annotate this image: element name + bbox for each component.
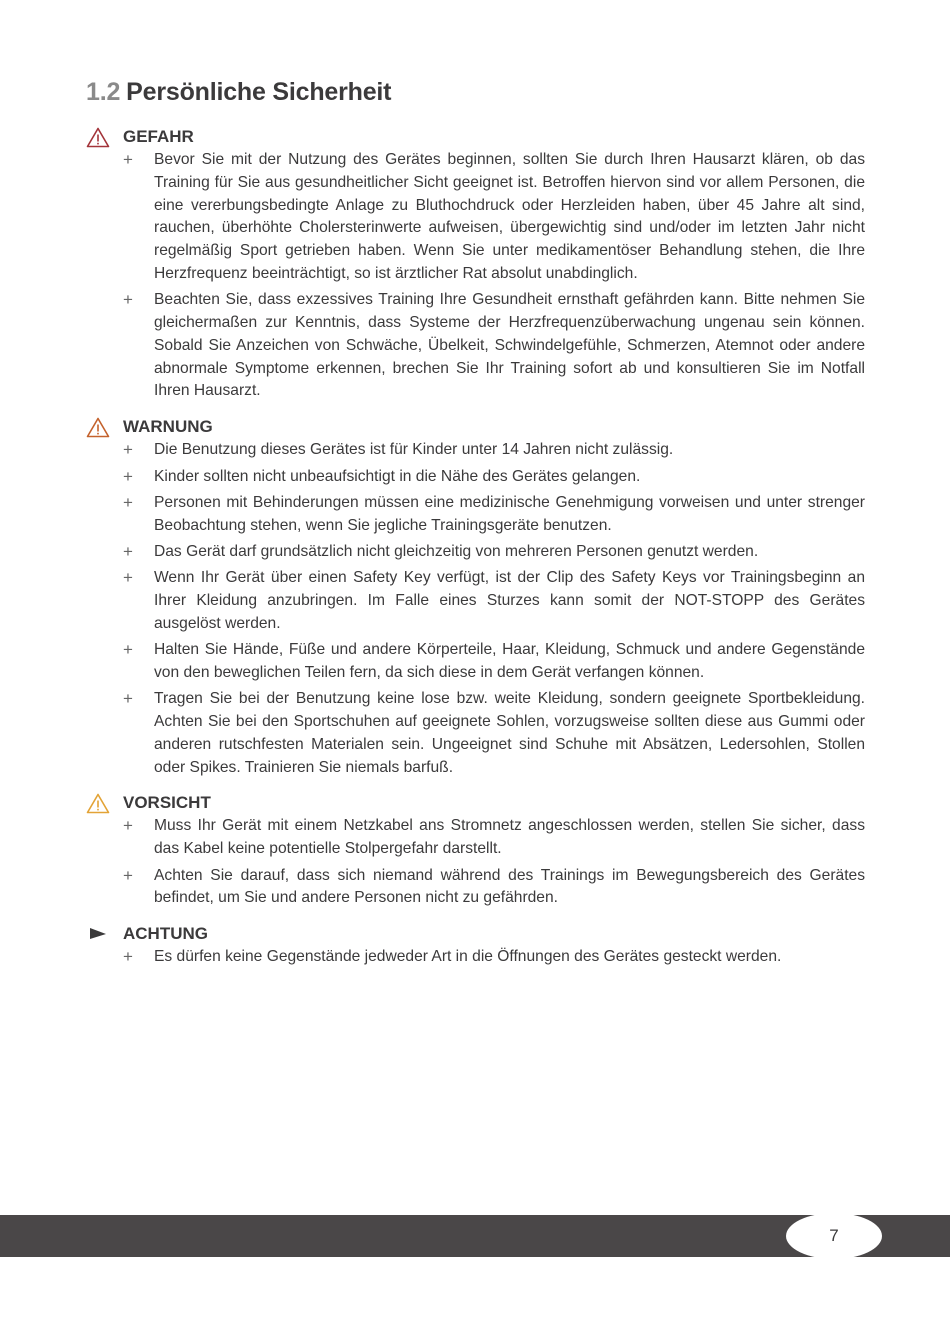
item-list	[86, 946, 865, 969]
item-text: Personen mit Behinderungen müssen eine medizinische Genehmigung vorweisen und unter strenger Beobachtung stehen, wenn Sie jegliche Trainingsgeräte benutzen.	[154, 493, 865, 534]
list-item	[86, 865, 865, 911]
section-gefahr	[86, 125, 865, 403]
list-item	[86, 439, 865, 462]
item-list	[86, 439, 865, 779]
item-text: Halten Sie Hände, Füße und andere Körperteile, Haar, Kleidung, Schmuck und andere Gegenstände von den beweglichen Teilen fern, da sich diese in dem Gerät verfangen können.	[154, 641, 865, 681]
plus-bullet-icon: +	[123, 568, 133, 588]
item-text: Achten Sie darauf, dass sich niemand während des Trainings im Bewegungsbereich des Gerätes befindet, um Sie und andere Personen nicht zu gefährden.	[154, 866, 865, 907]
section-label: VORSICHT	[123, 793, 211, 813]
plus-bullet-icon: +	[123, 492, 133, 512]
item-text: Muss Ihr Gerät mit einem Netzkabel ans Stromnetz angeschlossen werden, stellen Sie sicher, dass das Kabel keine potentielle Stolpergefahr darstellt.	[154, 817, 865, 858]
plus-bullet-icon: +	[123, 816, 133, 836]
flag-arrow-icon	[86, 923, 110, 945]
item-text: Beachten Sie, dass exzessives Training Ihre Gesundheit ernsthaft gefährden kann. Bitte nehmen Sie gleichermaßen zur Kenntnis, dass Systeme der Herzfrequenzüberwachung ungenau sein können. Sobald Sie Anzeichen von Schwäche, Übelkeit, Schwindelgefühle, Schmerzen, Atemnot oder andere abnormale Symptome erkennen, brechen Sie Ihr Training sofort ab und konsultieren Sie im Notfall Ihren Hausarzt.	[154, 291, 865, 400]
item-text: Kinder sollten nicht unbeaufsichtigt in die Nähe des Gerätes gelangen.	[154, 467, 641, 485]
section-header	[86, 922, 865, 946]
list-item	[86, 567, 865, 635]
section-label: ACHTUNG	[123, 924, 208, 944]
section-vorsicht	[86, 791, 865, 910]
list-item	[86, 946, 865, 969]
list-item	[86, 149, 865, 286]
plus-bullet-icon: +	[123, 947, 133, 967]
list-item	[86, 466, 865, 489]
section-title: Persönliche Sicherheit	[126, 78, 392, 106]
plus-bullet-icon: +	[123, 150, 133, 169]
plus-bullet-icon: +	[123, 440, 133, 460]
warning-triangle-icon	[86, 416, 110, 438]
plus-bullet-icon: +	[123, 689, 133, 709]
item-list	[86, 149, 865, 403]
list-item	[86, 688, 865, 779]
item-list	[86, 815, 865, 910]
item-text: Es dürfen keine Gegenstände jedweder Art in die Öffnungen des Gerätes gesteckt werden.	[154, 948, 782, 966]
item-text: Das Gerät darf grundsätzlich nicht gleichzeitig von mehreren Personen genutzt werden.	[154, 542, 759, 560]
plus-bullet-icon: +	[123, 865, 133, 885]
warning-triangle-icon	[86, 792, 110, 814]
section-header	[86, 791, 865, 815]
plus-bullet-icon: +	[123, 640, 133, 660]
section-achtung	[86, 922, 865, 969]
section-number: 1.2	[86, 78, 121, 106]
warning-triangle-icon	[86, 126, 110, 148]
list-item	[86, 815, 865, 861]
section-label: GEFAHR	[123, 127, 194, 146]
list-item	[86, 289, 865, 403]
item-text: Bevor Sie mit der Nutzung des Gerätes beginnen, sollten Sie durch Ihren Hausarzt klären, ob das Training für Sie aus gesundheitlicher Sicht geeignet ist. Betroffen hiervon sind vor allem Personen, die eine vererbungsbedingte Anlage zu Bluthochdruck oder Herzleiden haben, über 45 Jahre alt sind, rauchen, überhöhte Cholersterinwerte aufweisen, übergewichtig sind und/oder im letzten Jahr nicht regelmäßig Sport getrieben haben. Wenn Sie unter medikamentöser Behandlung stehen, die Ihre Herzfrequenz beeinträchtigt, so ist ärztlicher Rat absolut unabdinglich.	[154, 151, 865, 282]
list-item	[86, 492, 865, 538]
plus-bullet-icon: +	[123, 541, 133, 561]
section-header	[86, 125, 865, 149]
plus-bullet-icon: +	[123, 466, 133, 486]
list-item	[86, 541, 865, 564]
section-warnung	[86, 415, 865, 779]
page-title	[86, 78, 391, 107]
section-label: WARNUNG	[123, 417, 213, 437]
item-text: Tragen Sie bei der Benutzung keine lose bzw. weite Kleidung, sondern geeignete Sportbekleidung. Achten Sie bei den Sportschuhen auf geeignete Sohlen, vorzugsweise sollten diese aus Gummi oder anderen rutschfesten Materialen sein. Ungeeignet sind Schuhe mit Absätzen, Ledersohlen, Stollen oder Spikes. Trainieren Sie niemals barfuß.	[154, 690, 865, 776]
list-item	[86, 639, 865, 685]
safety-content	[86, 125, 865, 981]
page-number: 7	[786, 1213, 882, 1259]
item-text: Wenn Ihr Gerät über einen Safety Key verfügt, ist der Clip des Safety Keys vor Trainingsbeginn an Ihrer Kleidung anzubringen. Im Falle eines Sturzes kann somit der NOT-STOPP des Gerätes ausgelöst werden.	[154, 569, 865, 632]
plus-bullet-icon: +	[123, 290, 133, 310]
item-text: Die Benutzung dieses Gerätes ist für Kinder unter 14 Jahren nicht zulässig.	[154, 441, 674, 459]
section-header	[86, 415, 865, 439]
